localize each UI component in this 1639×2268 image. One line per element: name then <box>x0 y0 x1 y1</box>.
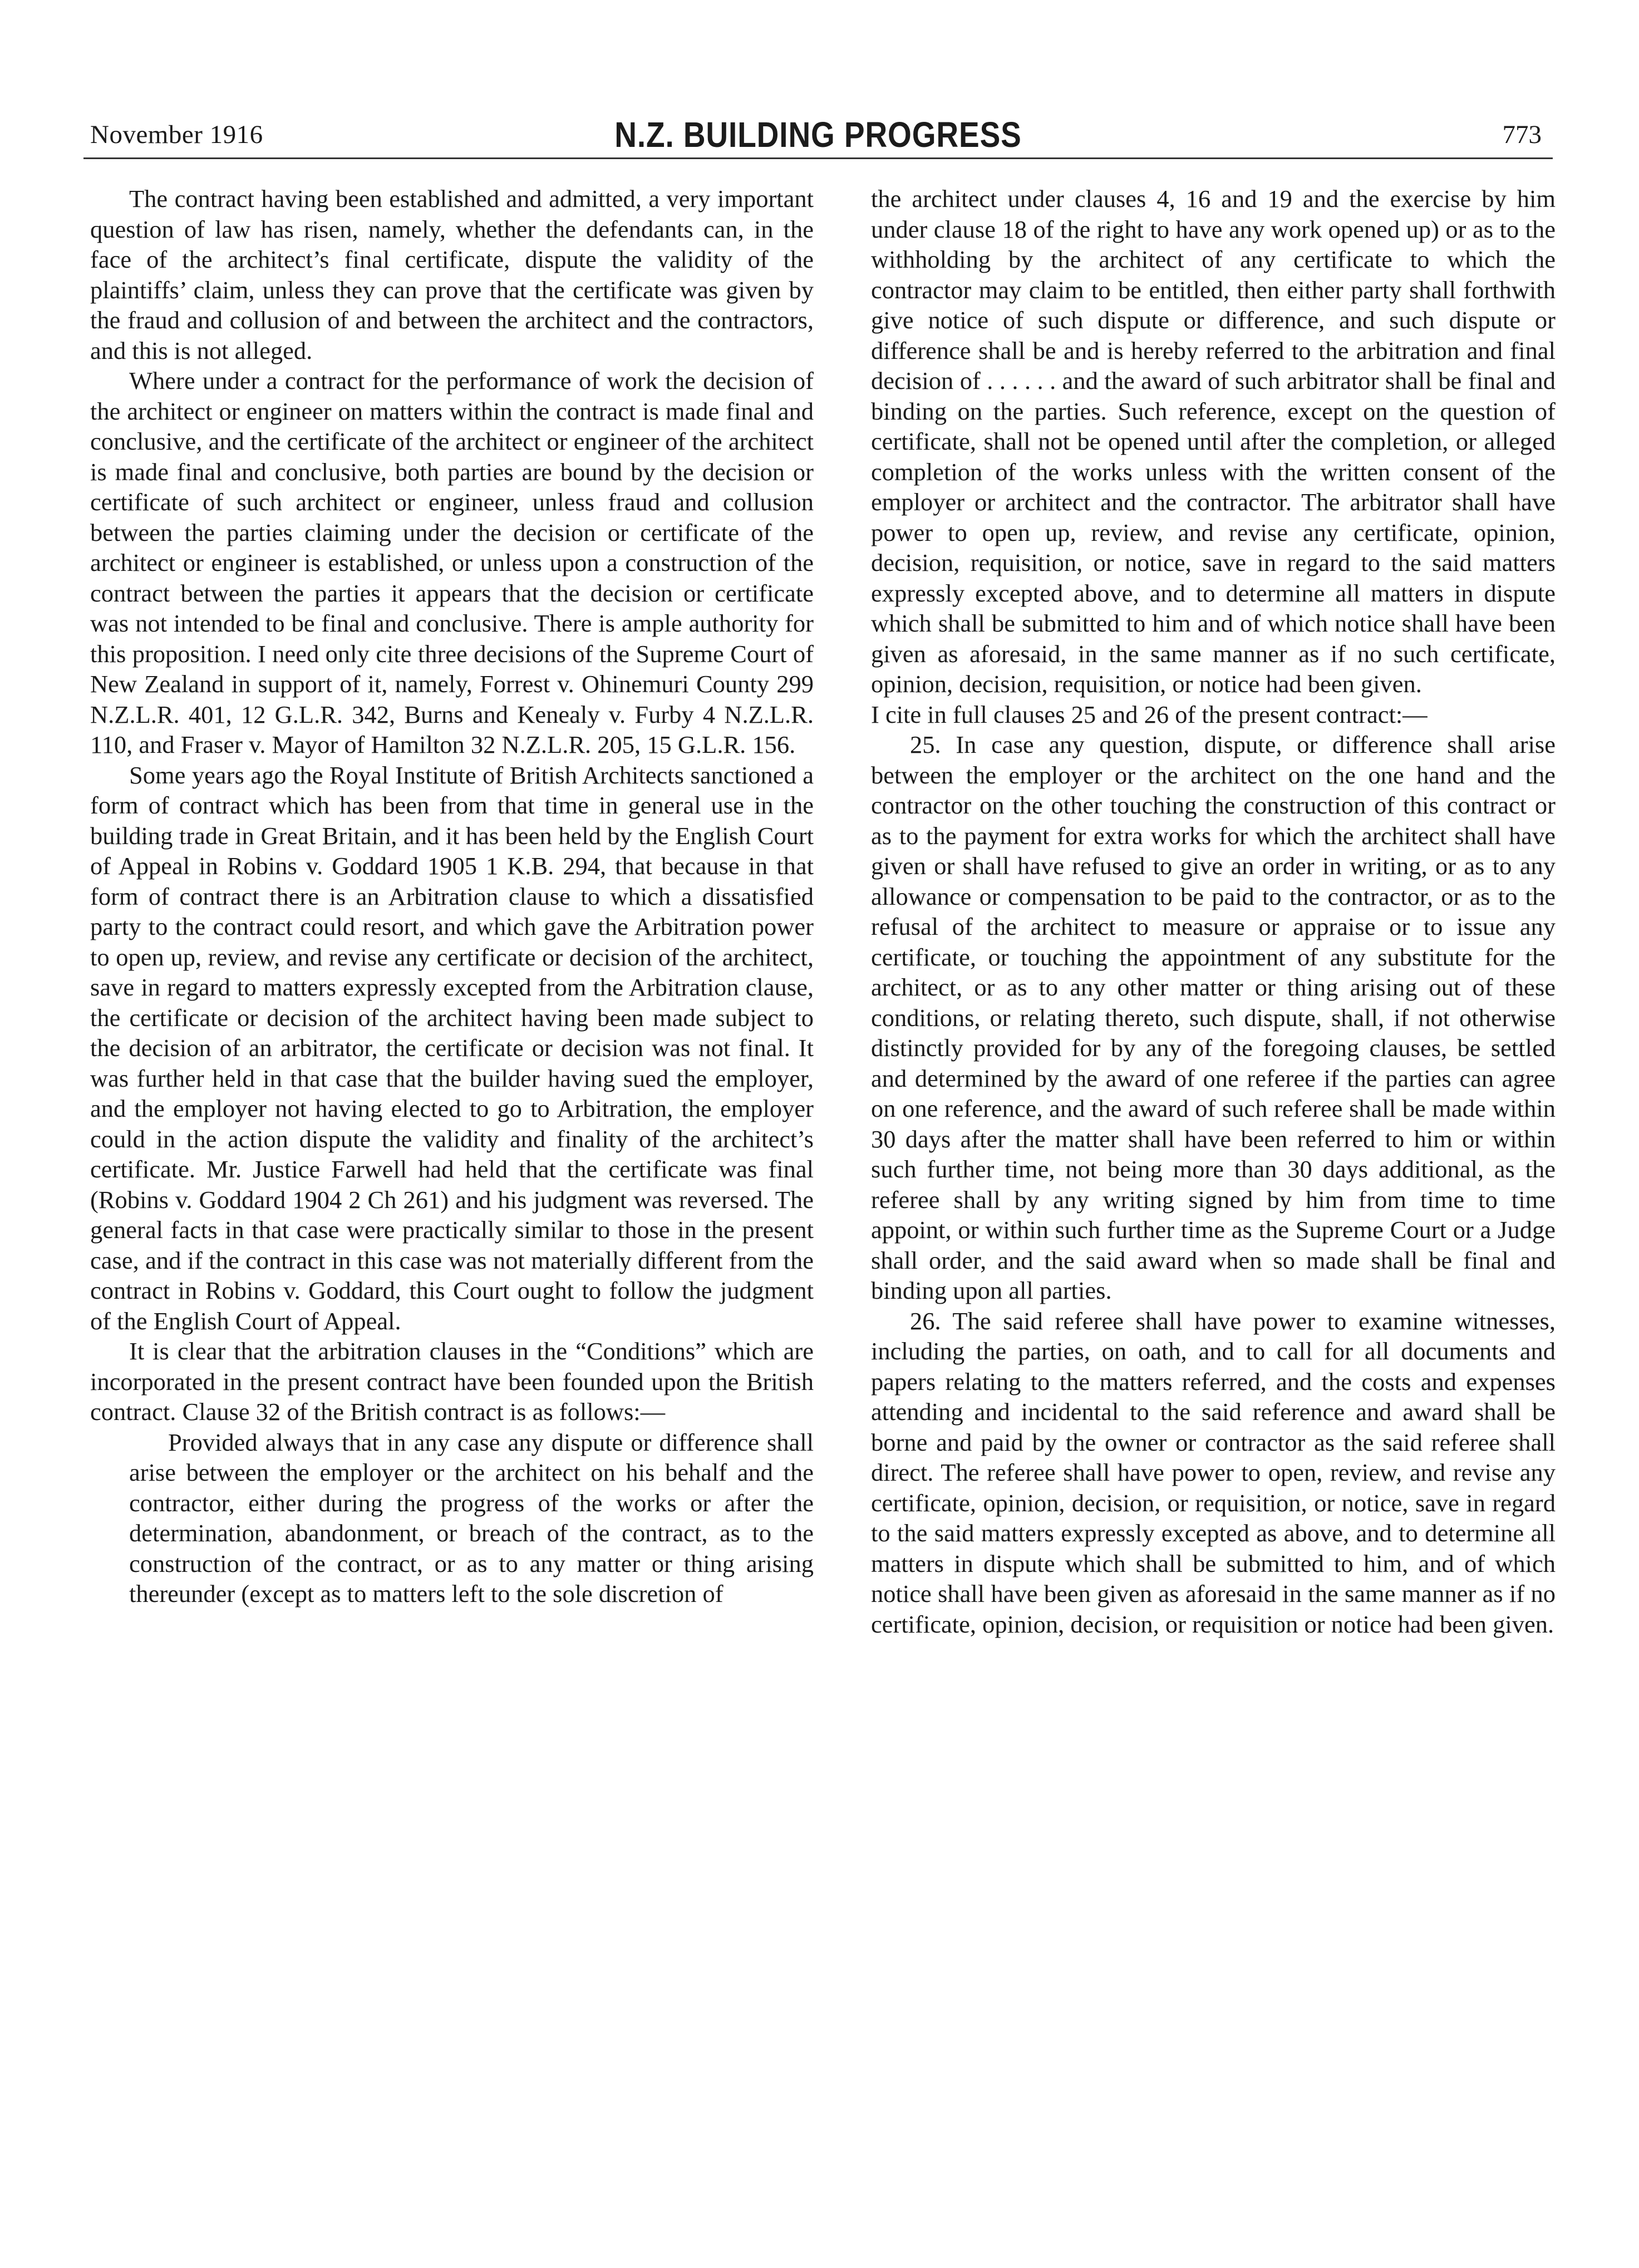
page-header <box>83 109 1553 153</box>
quoted-clause-continued: the architect under clauses 4, 16 and 19 and the exercise by him under clause 18 of the right to have any work opened up) or as to the withholding by the architect of any certificate to which the contractor may claim to be entitled, then either party shall forthwith give notice of such dispute or difference, and such dispute or difference shall be and is hereby referred to the arbitration and final decision of . . . . . . and the award of such arbitrator shall be final and binding on the parties. Such reference, except on the question of certificate, shall not be opened until after the completion, or alleged completion of the works unless with the written consent of the employer or architect and the contractor. The arbitrator shall have power to open up, review, and revise any certificate, opinion, decision, requisition, or notice, save in regard to the said matters expressly excepted above, and to determine all matters in dispute which shall be submitted to him and of which notice shall have been given as aforesaid, in the same manner as if no such certificate, opinion, decision, requisition, or notice had been given. <box>871 185 1556 698</box>
clause-26: 26. The said referee shall have power to examine witnesses, including the parties, on oath, and to call for all documents and papers relating to the matters referred, and the costs and expenses attending and incidental to the said reference and award shall be borne and paid by the owner or contractor as the said referee shall direct. The referee shall have power to open, review, and revise any certificate, opinion, decision, or requisition, or notice, save in regard to the said matters expressly excepted as above, and to determine all matters in dispute which shall be submitted to him, and of which notice shall have been given as aforesaid in the same manner as if no certificate, opinion, decision, or requisition or notice had been given. <box>871 1306 1556 1638</box>
issue-date: November 1916 <box>90 120 263 149</box>
page-number: 773 <box>1502 120 1542 149</box>
left-column <box>90 184 814 1609</box>
paragraph: Where under a contract for the performance of work the decision of the architect or engineer on matters within the contract is made final and conclusive, and the certificate of the architect or engineer of the architect is made final and conclusive, both parties are bound by the decision or certificate of such architect or engineer, unless fraud and collusion between the parties claiming under the decision or certificate of the architect or engineer is established, or unless upon a construction of the contract between the parties it appears that the decision or certificate was not intended to be final and conclusive. There is ample authority for this proposition. I need only cite three decisions of the Supreme Court of New Zealand in support of it, namely, Forrest v. Ohinemuri County 299 N.Z.L.R. 401, 12 G.L.R. 342, Burns and Kenealy v. Furby 4 N.Z.L.R. 110, and Fraser v. Mayor of Hamilton 32 N.Z.L.R. 205, 15 G.L.R. 156. <box>90 367 814 758</box>
paragraph: It is clear that the arbitration clauses in the “Conditions” which are incorporated in the present contract have been founded upon the British contract. Clause 32 of the British contract is as follows:— <box>90 1337 814 1426</box>
paragraph: The contract having been established and admitted, a very important question of law has risen, namely, whether the defendants can, in the face of the architect’s final certificate, dispute the validity of the plaintiffs’ claim, unless they can prove that the certificate was given by the fraud and collusion of and between the architect and the contractors, and this is not alleged. <box>90 185 814 364</box>
header-rule <box>83 157 1553 159</box>
right-column <box>832 184 1556 1639</box>
quoted-clause: Provided always that in any case any dispute or difference shall arise between the employer or the architect on his behalf and the contractor, either during the progress of the works or after the determination, abandonment, or breach of the contract, as to the construction of the contract, or as to any matter or thing arising thereunder (except as to matters left to the sole discretion of <box>129 1428 814 1608</box>
clause-25: 25. In case any question, dispute, or difference shall arise between the employer or the architect on the one hand and the contractor on the other touching the construction of this contract or as to the payment for extra works for which the architect shall have given or shall have refused to give an order in writing, or as to any allowance or compensation to be paid to the contractor, or as to the refusal of the architect to measure or appraise or to issue any certificate, or touching the appointment of any substitute for the architect, or as to any other matter or thing arising out of these conditions, or relating thereto, such dispute, shall, if not otherwise distinctly provided for by any of the foregoing clauses, be settled and determined by the award of one referee if the parties can agree on one reference, and the award of such referee shall be made within 30 days after the matter shall have been referred to him or within such further time, not being more than 30 days additional, as the referee shall by any writing signed by him from time to time appoint, or within such further time as the Supreme Court or a Judge shall order, and the said award when so made shall be final and binding upon all parties. <box>871 731 1556 1304</box>
paragraph: Some years ago the Royal Institute of British Architects sanctioned a form of contract which has been from that time in general use in the building trade in Great Britain, and it has been held by the English Court of Appeal in Robins v. Goddard 1905 1 K.B. 294, that because in that form of contract there is an Arbitration clause to which a dissatisfied party to the contract could resort, and which gave the Arbitration power to open up, review, and revise any certificate or decision of the architect, save in regard to matters expressly excepted from the Arbitration clause, the certificate or decision of the architect having been made subject to the decision of an arbitrator, the certificate or decision was not final. It was further held in that case that the builder having sued the employer, and the employer not having elected to go to Arbitration, the employer could in the action dispute the validity and finality of the architect’s certificate. Mr. Justice Farwell had held that the certificate was final (Robins v. Goddard 1904 2 Ch 261) and his judgment was reversed. The general facts in that case were practically similar to those in the present case, and if the contract in this case was not materially different from the contract in Robins v. Goddard, this Court ought to follow the judgment of the English Court of Appeal. <box>90 761 814 1335</box>
paragraph: I cite in full clauses 25 and 26 of the present contract:— <box>871 700 1428 728</box>
journal-title: N.Z. BUILDING PROGRESS <box>614 115 1022 155</box>
